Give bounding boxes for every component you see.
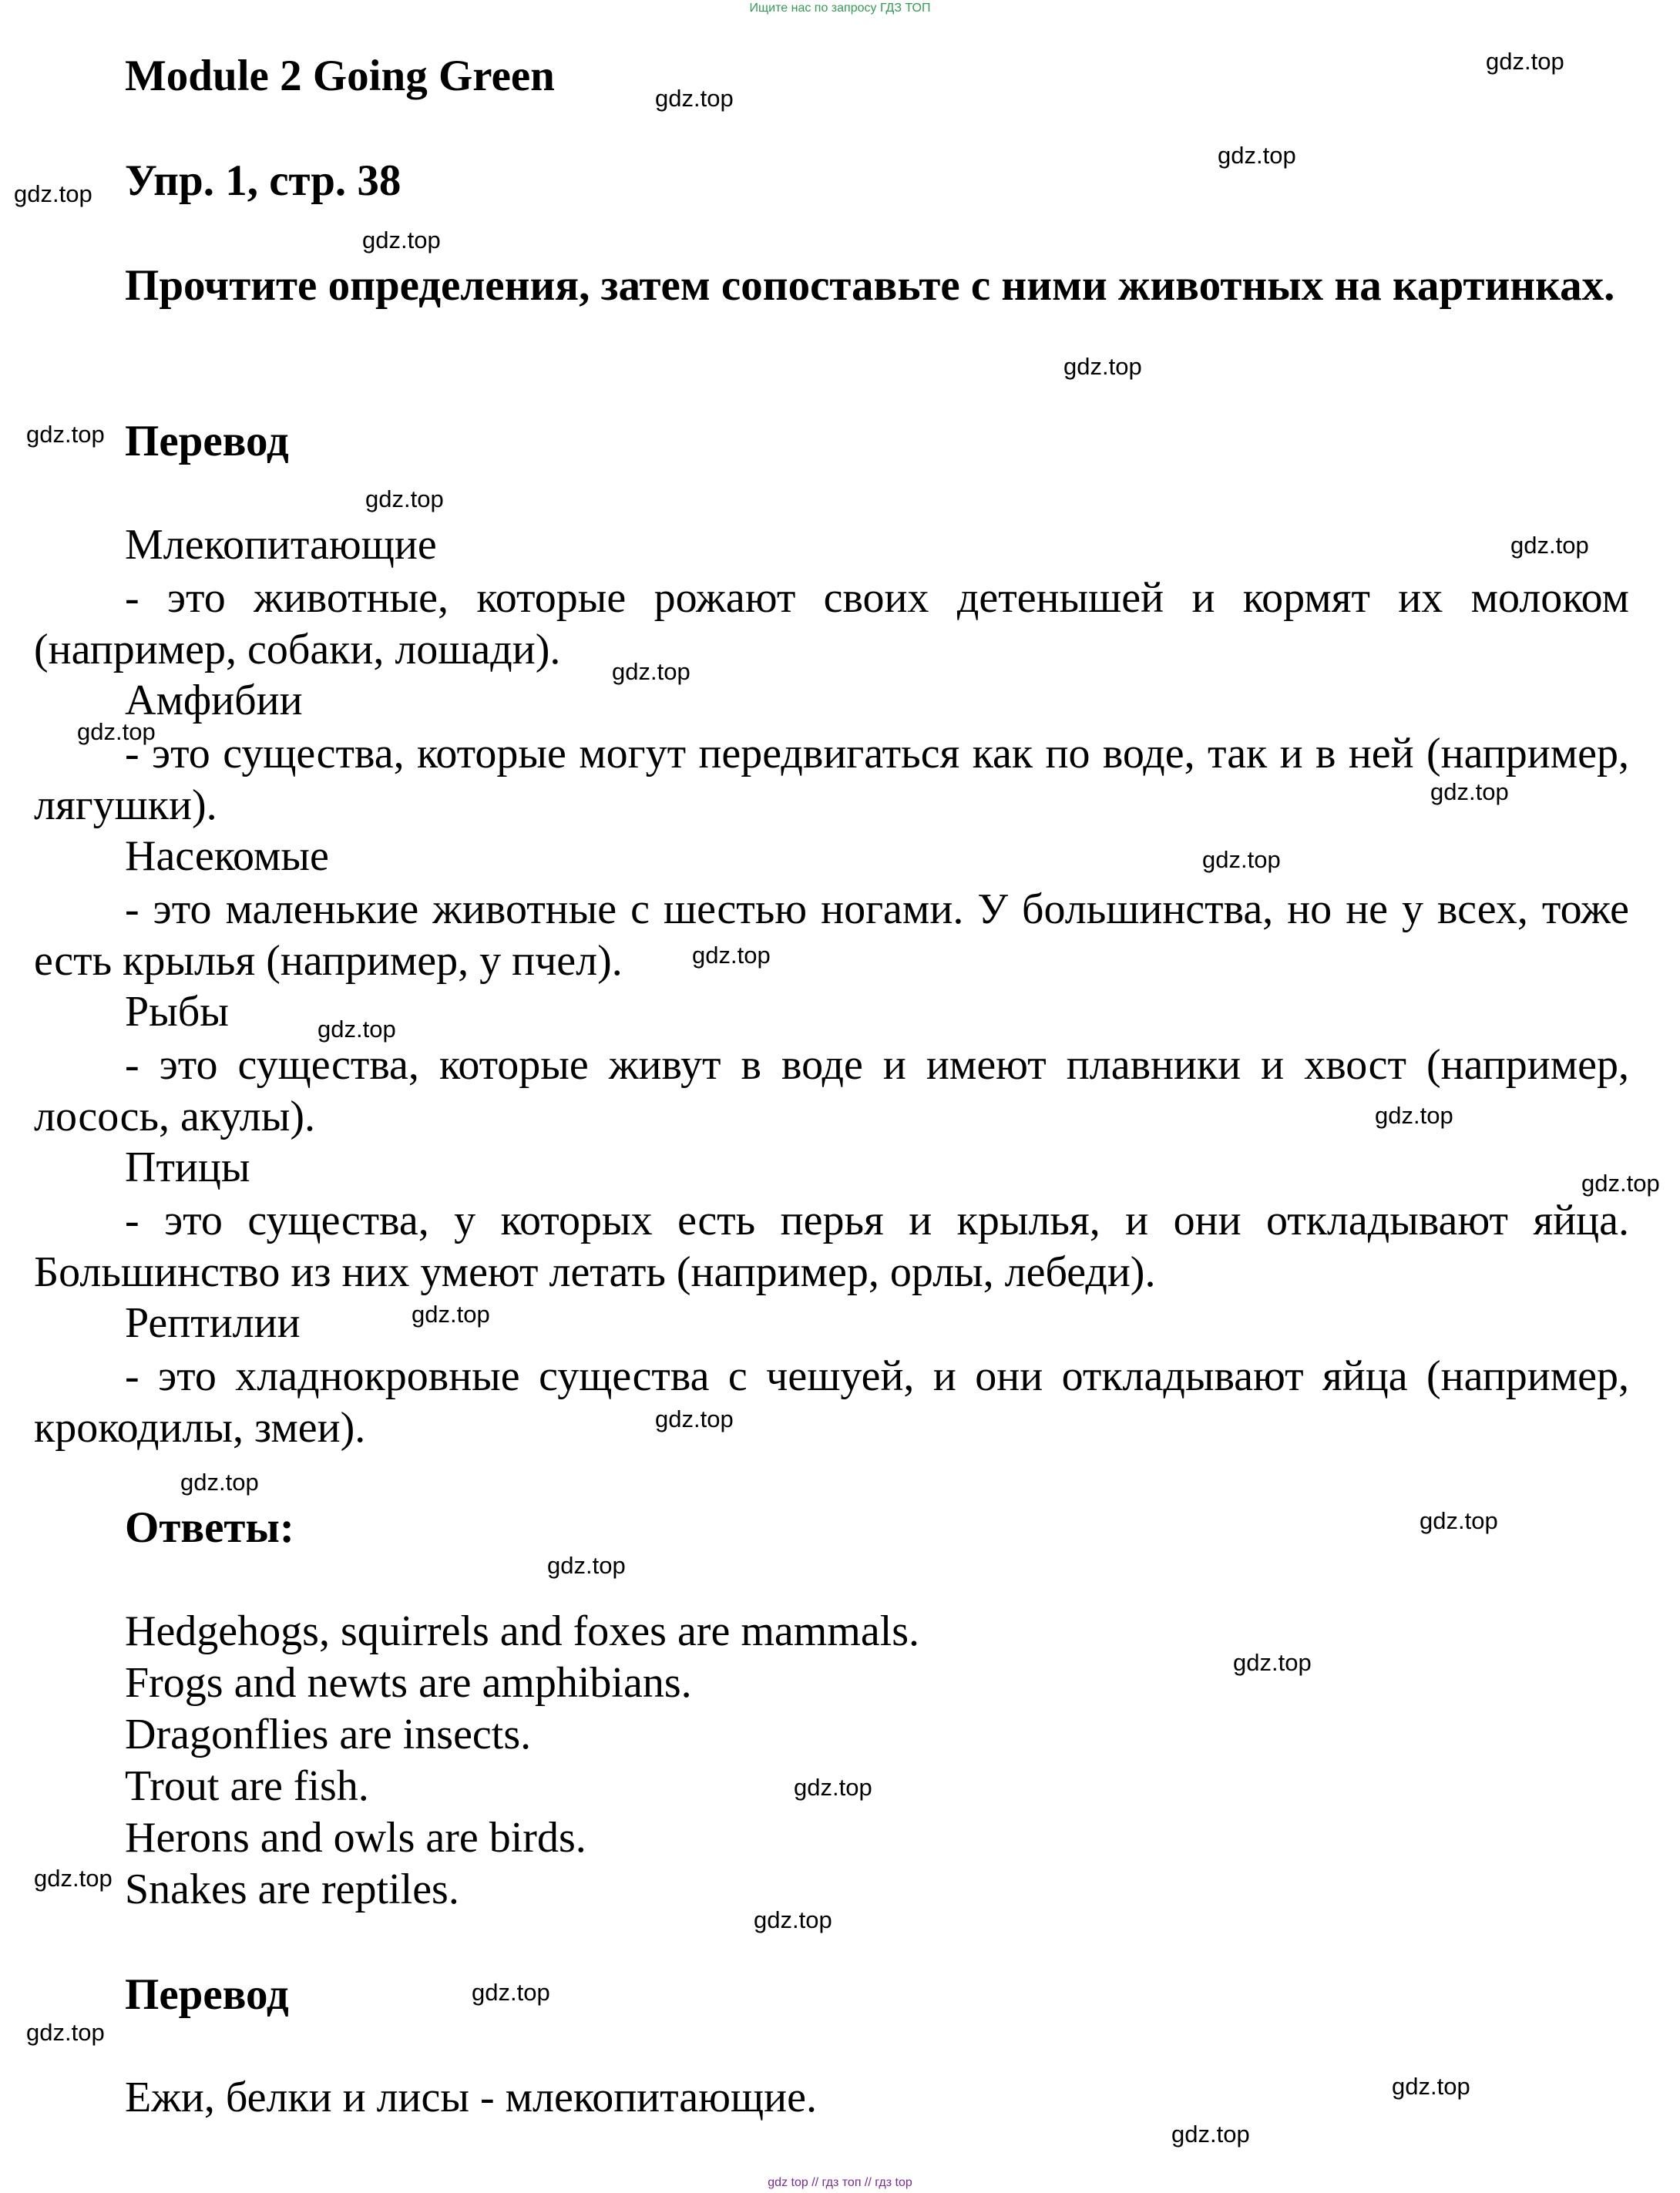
watermark-label: gdz.top bbox=[754, 1906, 832, 1933]
watermark-label: gdz.top bbox=[612, 658, 690, 685]
footer-note: gdz top // гдз топ // гдз top bbox=[768, 2176, 912, 2189]
definition-text: - это существа, у которых есть перья и крылья, и они откладывают яйца. Большинство из них умеют летать (например, орлы, лебеди). bbox=[34, 1197, 1629, 1296]
task-instruction bbox=[34, 260, 1629, 311]
watermark-label: gdz.top bbox=[655, 1405, 734, 1432]
watermark-label: gdz.top bbox=[655, 85, 734, 112]
definition-term: Рептилии bbox=[125, 1299, 301, 1347]
definition-term: Птицы bbox=[125, 1144, 250, 1191]
watermark-label: gdz.top bbox=[794, 1774, 872, 1801]
watermark-label: gdz.top bbox=[1486, 48, 1564, 75]
translation-line: Ежи, белки и лисы - млекопитающие. bbox=[125, 2074, 817, 2121]
exercise-number: Упр. 1, стр. 38 bbox=[125, 156, 402, 205]
answer-line: Snakes are reptiles. bbox=[125, 1866, 459, 1913]
definition-term: Млекопитающие bbox=[125, 521, 437, 569]
watermark-label: gdz.top bbox=[1063, 353, 1142, 380]
translation-heading: Перевод bbox=[125, 417, 289, 465]
watermark-label: gdz.top bbox=[1430, 778, 1509, 805]
watermark-label: gdz.top bbox=[180, 1469, 259, 1496]
watermark-label: gdz.top bbox=[412, 1301, 490, 1328]
answer-line: Dragonflies are insects. bbox=[125, 1711, 532, 1758]
answer-line: Herons and owls are birds. bbox=[125, 1814, 586, 1862]
watermark-label: gdz.top bbox=[362, 227, 441, 254]
watermark-label: gdz.top bbox=[318, 1016, 396, 1043]
watermark-label: gdz.top bbox=[1392, 2073, 1470, 2100]
watermark-label: gdz.top bbox=[692, 942, 771, 969]
watermark-label: gdz.top bbox=[1233, 1649, 1312, 1676]
watermark-label: gdz.top bbox=[1420, 1507, 1498, 1534]
watermark-label: gdz.top bbox=[77, 718, 156, 745]
definition-term: Рыбы bbox=[125, 988, 229, 1036]
watermark-label: gdz.top bbox=[14, 180, 92, 207]
answer-line: Hedgehogs, squirrels and foxes are mammals. bbox=[125, 1607, 920, 1655]
watermark-label: gdz.top bbox=[472, 1979, 550, 2006]
answer-line: Trout are fish. bbox=[125, 1762, 369, 1810]
translation-heading-2: Перевод bbox=[125, 1970, 289, 2019]
answer-line: Frogs and newts are amphibians. bbox=[125, 1659, 692, 1707]
definition-text: - это животные, которые рожают своих детенышей и кормят их молоком (например, собаки, лошади). bbox=[34, 574, 1629, 673]
search-hint-note: Ищите нас по запросу ГДЗ ТОП bbox=[749, 2, 931, 15]
answers-heading: Ответы: bbox=[125, 1503, 294, 1552]
definition-text: - это маленькие животные с шестью ногами. У большинства, но не у всех, тоже есть крылья (например, у пчел). bbox=[34, 885, 1629, 985]
watermark-label: gdz.top bbox=[1510, 532, 1589, 559]
watermark-label: gdz.top bbox=[34, 1865, 113, 1892]
watermark-label: gdz.top bbox=[1218, 142, 1296, 169]
watermark-label: gdz.top bbox=[26, 421, 105, 448]
task-text: Прочтите определения, затем сопоставьте с ними животных на картинках. bbox=[125, 261, 1615, 310]
definition-text: - это существа, которые живут в воде и имеют плавники и хвост (например, лосось, акулы). bbox=[34, 1041, 1629, 1140]
watermark-label: gdz.top bbox=[1581, 1170, 1660, 1197]
watermark-label: gdz.top bbox=[1375, 1102, 1453, 1129]
definition-term: Насекомые bbox=[125, 832, 329, 880]
watermark-label: gdz.top bbox=[1171, 2121, 1250, 2148]
module-title: Module 2 Going Green bbox=[125, 52, 555, 100]
watermark-label: gdz.top bbox=[365, 485, 444, 512]
watermark-label: gdz.top bbox=[547, 1552, 626, 1579]
watermark-label: gdz.top bbox=[1202, 846, 1281, 873]
watermark-label: gdz.top bbox=[26, 2019, 105, 2046]
definition-term: Амфибии bbox=[125, 677, 303, 724]
definition-text: - это хладнокровные существа с чешуей, и они откладывают яйца (например, крокодилы, змеи). bbox=[34, 1352, 1629, 1452]
definition-text: - это существа, которые могут передвигаться как по воде, так и в ней (например, лягушки). bbox=[34, 730, 1629, 829]
